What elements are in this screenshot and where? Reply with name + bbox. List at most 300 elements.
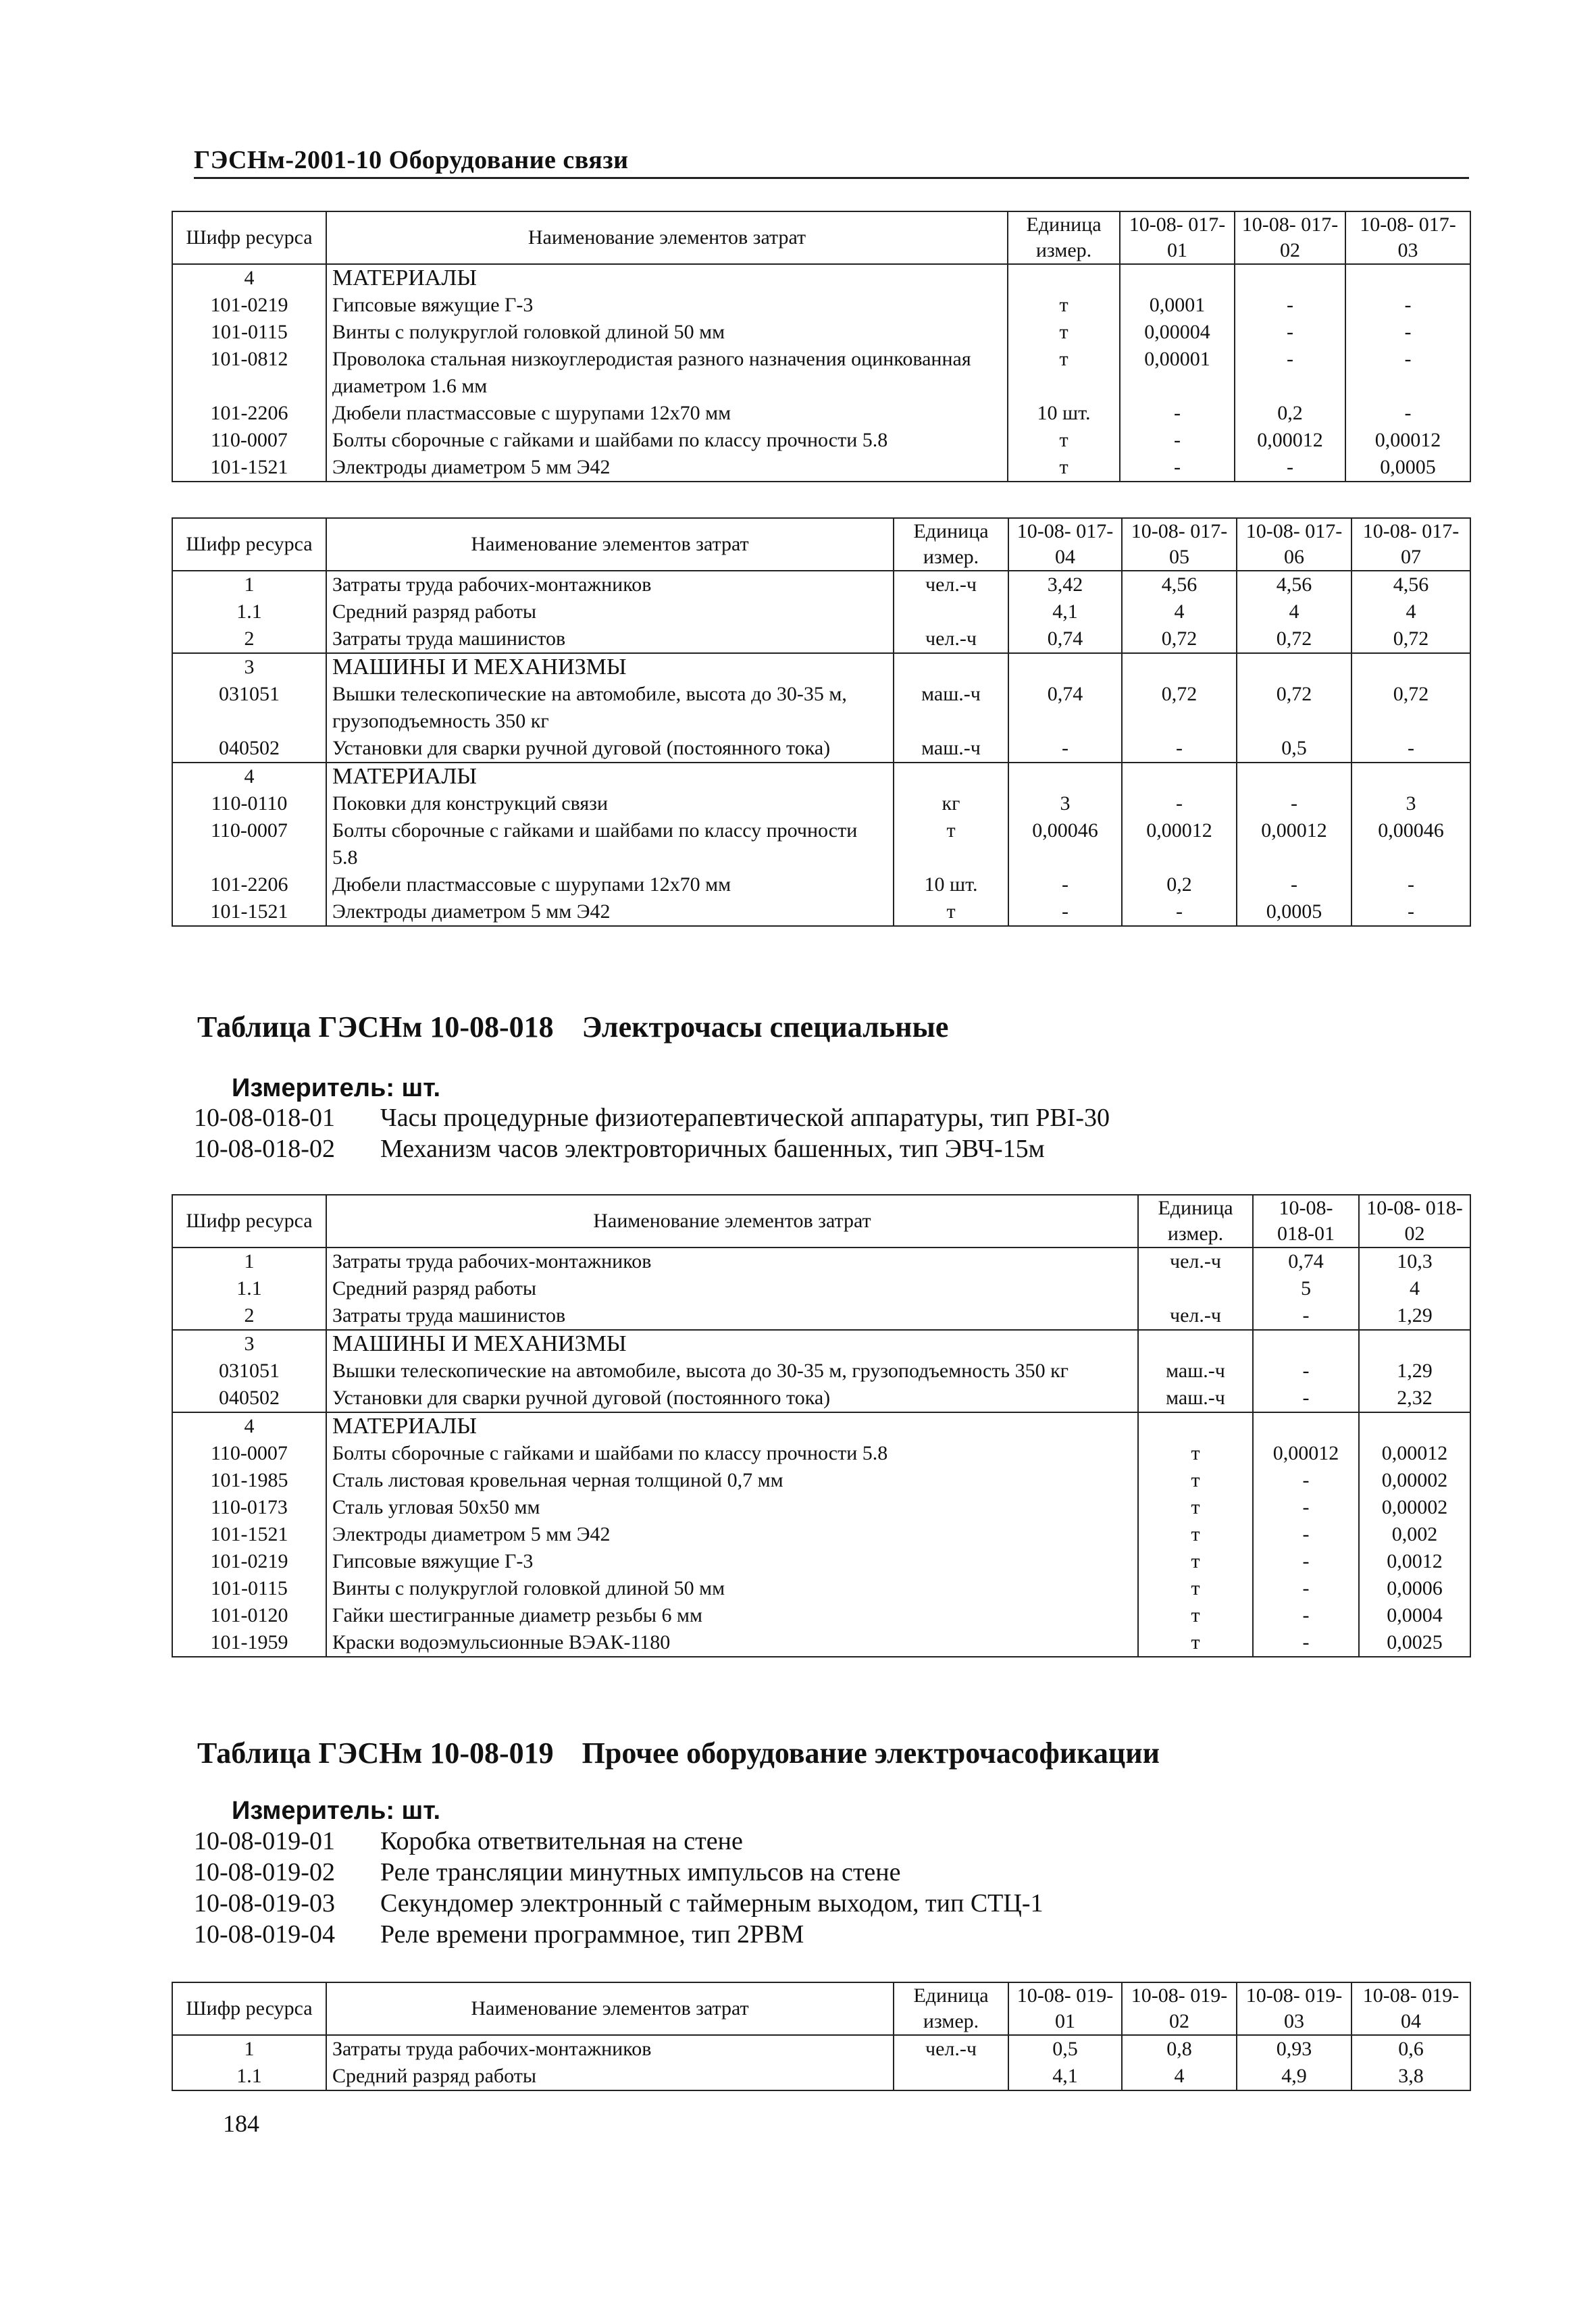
- resource-code-cell: 1.1: [172, 598, 326, 625]
- col-header-unit: Единица измер.: [894, 518, 1008, 571]
- resource-code-cell: 4: [172, 763, 326, 790]
- norm-value-cell: -: [1008, 871, 1122, 898]
- unit-cell: чел.-ч: [894, 625, 1008, 653]
- position-code: 10-08-018-02: [194, 1135, 335, 1163]
- col-header-norm: 10-08- 017-06: [1237, 518, 1352, 571]
- unit-cell: т: [894, 817, 1008, 871]
- norm-value-cell: [1008, 653, 1122, 681]
- norm-value-cell: 0,00012: [1122, 817, 1237, 871]
- unit-cell: [894, 763, 1008, 790]
- table-row: [172, 625, 1470, 653]
- resource-code-cell: 110-0173: [172, 1494, 326, 1521]
- resource-name-cell: Краски водоэмульсионные ВЭАК-1180: [326, 1629, 1138, 1657]
- norm-value-cell: 0,00012: [1345, 427, 1470, 454]
- col-header-code: Шифр ресурса: [172, 518, 326, 571]
- col-header-norm: 10-08- 019-01: [1008, 1982, 1122, 2035]
- unit-cell: [894, 2063, 1008, 2090]
- resource-table-017-01-03: [172, 211, 1471, 482]
- position-code: 10-08-019-03: [194, 1889, 335, 1918]
- resource-name-cell: Средний разряд работы: [326, 1275, 1138, 1302]
- norm-value-cell: [1008, 763, 1122, 790]
- table-row: [172, 2063, 1470, 2090]
- unit-cell: т: [1008, 346, 1120, 400]
- norm-value-cell: 3: [1352, 790, 1470, 817]
- position-item: [194, 1857, 1043, 1888]
- norm-value-cell: 3: [1008, 790, 1122, 817]
- norm-value-cell: 0,0006: [1359, 1575, 1470, 1602]
- section-heading-cell: МАТЕРИАЛЫ: [326, 763, 894, 790]
- resource-name-cell: Поковки для конструкций связи: [326, 790, 894, 817]
- norm-value-cell: -: [1345, 292, 1470, 319]
- table-row: [172, 1629, 1470, 1657]
- norm-value-cell: 10,3: [1359, 1248, 1470, 1275]
- resource-table-018: [172, 1194, 1471, 1657]
- resource-name-cell: Болты сборочные с гайками и шайбами по классу прочности 5.8: [326, 1440, 1138, 1467]
- norm-value-cell: 0,72: [1352, 681, 1470, 735]
- table-row: [172, 427, 1470, 454]
- table-row: [172, 898, 1470, 926]
- position-list-019: [194, 1826, 1043, 1950]
- norm-value-cell: 0,00002: [1359, 1494, 1470, 1521]
- table-row: [172, 653, 1470, 681]
- norm-value-cell: -: [1120, 454, 1235, 482]
- table-row: [172, 598, 1470, 625]
- norm-value-cell: -: [1352, 898, 1470, 926]
- norm-value-cell: 0,00001: [1120, 346, 1235, 400]
- norm-value-cell: 0,002: [1359, 1521, 1470, 1548]
- table-title-019: [197, 1736, 1160, 1770]
- norm-value-cell: 0,0005: [1237, 898, 1352, 926]
- table-row: [172, 400, 1470, 427]
- table-title-018: [197, 1010, 948, 1044]
- unit-cell: т: [1138, 1521, 1253, 1548]
- resource-name-cell: Болты сборочные с гайками и шайбами по классу прочности 5.8: [326, 427, 1008, 454]
- resource-name-cell: Вышки телескопические на автомобиле, высота до 30-35 м, грузоподъемность 350 кг: [326, 1358, 1138, 1385]
- table-name: Прочее оборудование электрочасофикации: [582, 1737, 1160, 1770]
- norm-value-cell: 0,00012: [1359, 1440, 1470, 1467]
- norm-value-cell: [1122, 763, 1237, 790]
- norm-value-cell: -: [1253, 1629, 1359, 1657]
- position-item: [194, 1888, 1043, 1919]
- resource-code-cell: 031051: [172, 681, 326, 735]
- norm-value-cell: 0,5: [1008, 2035, 1122, 2063]
- col-header-norm: 10-08- 019-02: [1122, 1982, 1237, 2035]
- norm-value-cell: 5: [1253, 1275, 1359, 1302]
- unit-cell: [894, 653, 1008, 681]
- meter-label: Измеритель: шт.: [232, 1797, 441, 1825]
- table-row: [172, 1302, 1470, 1330]
- col-header-code: Шифр ресурса: [172, 1195, 326, 1248]
- norm-value-cell: -: [1253, 1494, 1359, 1521]
- table-row: [172, 1467, 1470, 1494]
- table-row: [172, 871, 1470, 898]
- norm-value-cell: 0,00012: [1237, 817, 1352, 871]
- table-row: [172, 1330, 1470, 1358]
- norm-value-cell: 0,5: [1237, 735, 1352, 763]
- norm-value-cell: -: [1253, 1302, 1359, 1330]
- norm-value-cell: 0,74: [1008, 625, 1122, 653]
- resource-code-cell: 1: [172, 571, 326, 598]
- section-heading-cell: МАТЕРИАЛЫ: [326, 1412, 1138, 1440]
- resource-code-cell: 110-0110: [172, 790, 326, 817]
- norm-value-cell: -: [1253, 1575, 1359, 1602]
- norm-value-cell: -: [1352, 735, 1470, 763]
- col-header-norm: 10-08- 019-04: [1352, 1982, 1470, 2035]
- section-heading-cell: МАШИНЫ И МЕХАНИЗМЫ: [326, 1330, 1138, 1358]
- norm-value-cell: 0,93: [1237, 2035, 1352, 2063]
- table-row: [172, 735, 1470, 763]
- norm-value-cell: -: [1122, 898, 1237, 926]
- resource-name-cell: Дюбели пластмассовые с шурупами 12х70 мм: [326, 871, 894, 898]
- norm-value-cell: -: [1122, 790, 1237, 817]
- col-header-name: Наименование элементов затрат: [326, 1982, 894, 2035]
- col-header-norm: 10-08- 018-01: [1253, 1195, 1359, 1248]
- resource-name-cell: Установки для сварки ручной дуговой (постоянного тока): [326, 1385, 1138, 1412]
- resource-code-cell: 101-0219: [172, 1548, 326, 1575]
- resource-code-cell: 031051: [172, 1358, 326, 1385]
- header-rule: [194, 177, 1469, 179]
- table-row: [172, 1575, 1470, 1602]
- resource-code-cell: 101-0115: [172, 319, 326, 346]
- norm-value-cell: [1352, 763, 1470, 790]
- norm-value-cell: 0,0025: [1359, 1629, 1470, 1657]
- norm-value-cell: 4,56: [1352, 571, 1470, 598]
- norm-value-cell: 0,0005: [1345, 454, 1470, 482]
- norm-value-cell: [1359, 1330, 1470, 1358]
- col-header-norm: 10-08- 017-01: [1120, 211, 1235, 264]
- unit-cell: т: [1138, 1575, 1253, 1602]
- resource-code-cell: 101-2206: [172, 871, 326, 898]
- norm-value-cell: [1352, 653, 1470, 681]
- table-row: [172, 1275, 1470, 1302]
- position-name: Секундомер электронный с таймерным выходом, тип СТЦ-1: [380, 1889, 1044, 1918]
- position-code: 10-08-019-04: [194, 1920, 335, 1949]
- resource-name-cell: Сталь угловая 50х50 мм: [326, 1494, 1138, 1521]
- position-name: Коробка ответвительная на стене: [380, 1827, 743, 1855]
- resource-code-cell: 2: [172, 1302, 326, 1330]
- norm-value-cell: 0,74: [1253, 1248, 1359, 1275]
- resource-code-cell: 4: [172, 1412, 326, 1440]
- resource-code-cell: 101-0219: [172, 292, 326, 319]
- norm-value-cell: 4,1: [1008, 598, 1122, 625]
- norm-value-cell: [1120, 264, 1235, 292]
- position-item: [194, 1919, 1043, 1950]
- norm-value-cell: 1,29: [1359, 1302, 1470, 1330]
- col-header-norm: 10-08- 018-02: [1359, 1195, 1470, 1248]
- norm-value-cell: [1237, 653, 1352, 681]
- table-row: [172, 264, 1470, 292]
- resource-table-019: [172, 1982, 1471, 2091]
- unit-cell: маш.-ч: [894, 681, 1008, 735]
- norm-value-cell: -: [1008, 898, 1122, 926]
- norm-value-cell: -: [1345, 319, 1470, 346]
- unit-cell: [1138, 1330, 1253, 1358]
- norm-value-cell: -: [1235, 319, 1345, 346]
- norm-value-cell: -: [1008, 735, 1122, 763]
- col-header-name: Наименование элементов затрат: [326, 211, 1008, 264]
- norm-value-cell: [1345, 264, 1470, 292]
- resource-code-cell: 040502: [172, 1385, 326, 1412]
- unit-cell: чел.-ч: [1138, 1302, 1253, 1330]
- table-name: Электрочасы специальные: [582, 1010, 949, 1044]
- norm-value-cell: -: [1237, 871, 1352, 898]
- table-row: [172, 454, 1470, 482]
- page-number: 184: [223, 2110, 259, 2137]
- col-header-unit: Единица измер.: [1138, 1195, 1253, 1248]
- table-row: [172, 292, 1470, 319]
- unit-cell: т: [894, 898, 1008, 926]
- norm-value-cell: 1,29: [1359, 1358, 1470, 1385]
- unit-cell: [1138, 1412, 1253, 1440]
- table-row: [172, 1248, 1470, 1275]
- unit-cell: т: [1008, 454, 1120, 482]
- section-heading-cell: МАШИНЫ И МЕХАНИЗМЫ: [326, 653, 894, 681]
- norm-value-cell: 4,56: [1122, 571, 1237, 598]
- resource-name-cell: Затраты труда рабочих-монтажников: [326, 2035, 894, 2063]
- col-header-norm: 10-08- 017-04: [1008, 518, 1122, 571]
- norm-value-cell: 0,8: [1122, 2035, 1237, 2063]
- resource-code-cell: 1.1: [172, 1275, 326, 1302]
- table-number: Таблица ГЭСНм 10-08-019: [197, 1737, 554, 1770]
- norm-value-cell: 0,74: [1008, 681, 1122, 735]
- resource-name-cell: Затраты труда машинистов: [326, 1302, 1138, 1330]
- col-header-name: Наименование элементов затрат: [326, 1195, 1138, 1248]
- resource-name-cell: Электроды диаметром 5 мм Э42: [326, 1521, 1138, 1548]
- unit-cell: [1138, 1275, 1253, 1302]
- resource-name-cell: Электроды диаметром 5 мм Э42: [326, 454, 1008, 482]
- norm-value-cell: -: [1235, 454, 1345, 482]
- table-number: Таблица ГЭСНм 10-08-018: [197, 1010, 554, 1044]
- resource-name-cell: Электроды диаметром 5 мм Э42: [326, 898, 894, 926]
- norm-value-cell: -: [1120, 427, 1235, 454]
- unit-cell: чел.-ч: [894, 2035, 1008, 2063]
- position-name: Реле времени программное, тип 2РВМ: [380, 1920, 804, 1949]
- resource-code-cell: 040502: [172, 735, 326, 763]
- norm-value-cell: [1122, 653, 1237, 681]
- norm-value-cell: -: [1120, 400, 1235, 427]
- norm-value-cell: -: [1235, 346, 1345, 400]
- unit-cell: маш.-ч: [894, 735, 1008, 763]
- unit-cell: 10 шт.: [894, 871, 1008, 898]
- table-row: [172, 1548, 1470, 1575]
- norm-value-cell: 0,0012: [1359, 1548, 1470, 1575]
- table-row: [172, 1494, 1470, 1521]
- norm-value-cell: 0,72: [1237, 681, 1352, 735]
- norm-value-cell: 0,2: [1235, 400, 1345, 427]
- norm-value-cell: 0,00012: [1253, 1440, 1359, 1467]
- norm-value-cell: 0,72: [1352, 625, 1470, 653]
- unit-cell: маш.-ч: [1138, 1358, 1253, 1385]
- resource-name-cell: Болты сборочные с гайками и шайбами по классу прочности 5.8: [326, 817, 894, 871]
- resource-name-cell: Затраты труда рабочих-монтажников: [326, 571, 894, 598]
- resource-code-cell: 101-2206: [172, 400, 326, 427]
- unit-cell: 10 шт.: [1008, 400, 1120, 427]
- resource-name-cell: Средний разряд работы: [326, 2063, 894, 2090]
- norm-value-cell: 4: [1359, 1275, 1470, 1302]
- norm-value-cell: [1235, 264, 1345, 292]
- norm-value-cell: -: [1253, 1602, 1359, 1629]
- position-code: 10-08-019-02: [194, 1858, 335, 1886]
- norm-value-cell: 0,00046: [1008, 817, 1122, 871]
- table-row: [172, 1385, 1470, 1412]
- norm-value-cell: 0,00002: [1359, 1467, 1470, 1494]
- norm-value-cell: 0,0004: [1359, 1602, 1470, 1629]
- resource-code-cell: 101-1521: [172, 1521, 326, 1548]
- meter-label: Измеритель: шт.: [232, 1074, 441, 1102]
- col-header-norm: 10-08- 017-07: [1352, 518, 1470, 571]
- unit-cell: т: [1138, 1494, 1253, 1521]
- position-name: Часы процедурные физиотерапевтической аппаратуры, тип РВI-30: [380, 1104, 1110, 1132]
- norm-value-cell: 4: [1122, 2063, 1237, 2090]
- norm-value-cell: [1253, 1330, 1359, 1358]
- norm-value-cell: -: [1253, 1358, 1359, 1385]
- resource-code-cell: 110-0007: [172, 817, 326, 871]
- resource-name-cell: Дюбели пластмассовые с шурупами 12х70 мм: [326, 400, 1008, 427]
- table-row: [172, 681, 1470, 735]
- resource-name-cell: Гипсовые вяжущие Г-3: [326, 1548, 1138, 1575]
- resource-code-cell: 3: [172, 653, 326, 681]
- table-row: [172, 571, 1470, 598]
- position-item: [194, 1826, 1043, 1857]
- norm-value-cell: -: [1345, 346, 1470, 400]
- norm-value-cell: 3,42: [1008, 571, 1122, 598]
- norm-value-cell: 2,32: [1359, 1385, 1470, 1412]
- position-code: 10-08-018-01: [194, 1104, 335, 1132]
- unit-cell: т: [1008, 427, 1120, 454]
- norm-value-cell: 0,72: [1122, 681, 1237, 735]
- col-header-code: Шифр ресурса: [172, 1982, 326, 2035]
- resource-name-cell: Сталь листовая кровельная черная толщиной 0,7 мм: [326, 1467, 1138, 1494]
- norm-value-cell: -: [1237, 790, 1352, 817]
- resource-name-cell: Винты с полукруглой головкой длиной 50 мм: [326, 319, 1008, 346]
- col-header-norm: 10-08- 017-05: [1122, 518, 1237, 571]
- unit-cell: кг: [894, 790, 1008, 817]
- resource-name-cell: Средний разряд работы: [326, 598, 894, 625]
- norm-value-cell: -: [1253, 1548, 1359, 1575]
- resource-code-cell: 101-1985: [172, 1467, 326, 1494]
- resource-name-cell: Установки для сварки ручной дуговой (постоянного тока): [326, 735, 894, 763]
- col-header-name: Наименование элементов затрат: [326, 518, 894, 571]
- norm-value-cell: 0,00046: [1352, 817, 1470, 871]
- norm-value-cell: 4,1: [1008, 2063, 1122, 2090]
- col-header-code: Шифр ресурса: [172, 211, 326, 264]
- unit-cell: т: [1008, 319, 1120, 346]
- table-row: [172, 1602, 1470, 1629]
- resource-code-cell: 101-1959: [172, 1629, 326, 1657]
- norm-value-cell: [1237, 763, 1352, 790]
- norm-value-cell: 0,72: [1237, 625, 1352, 653]
- resource-code-cell: 110-0007: [172, 427, 326, 454]
- page-header-title: ГЭСНм-2001-10 Оборудование связи: [194, 146, 629, 174]
- col-header-unit: Единица измер.: [894, 1982, 1008, 2035]
- resource-code-cell: 1.1: [172, 2063, 326, 2090]
- col-header-unit: Единица измер.: [1008, 211, 1120, 264]
- resource-code-cell: 3: [172, 1330, 326, 1358]
- resource-code-cell: 101-0812: [172, 346, 326, 400]
- norm-value-cell: [1253, 1412, 1359, 1440]
- unit-cell: [1008, 264, 1120, 292]
- resource-code-cell: 101-0115: [172, 1575, 326, 1602]
- table-row: [172, 763, 1470, 790]
- table-row: [172, 1440, 1470, 1467]
- resource-code-cell: 110-0007: [172, 1440, 326, 1467]
- unit-cell: маш.-ч: [1138, 1385, 1253, 1412]
- norm-value-cell: 4: [1122, 598, 1237, 625]
- norm-value-cell: -: [1235, 292, 1345, 319]
- norm-value-cell: -: [1253, 1385, 1359, 1412]
- norm-value-cell: 0,00004: [1120, 319, 1235, 346]
- col-header-norm: 10-08- 017-02: [1235, 211, 1345, 264]
- resource-code-cell: 2: [172, 625, 326, 653]
- resource-name-cell: Гайки шестигранные диаметр резьбы 6 мм: [326, 1602, 1138, 1629]
- resource-name-cell: Гипсовые вяжущие Г-3: [326, 292, 1008, 319]
- resource-code-cell: 101-1521: [172, 454, 326, 482]
- resource-table-017-04-07: [172, 517, 1471, 927]
- resource-name-cell: Затраты труда машинистов: [326, 625, 894, 653]
- position-item: [194, 1102, 1110, 1133]
- norm-value-cell: 0,2: [1122, 871, 1237, 898]
- unit-cell: т: [1138, 1548, 1253, 1575]
- section-heading-cell: МАТЕРИАЛЫ: [326, 264, 1008, 292]
- resource-code-cell: 1: [172, 1248, 326, 1275]
- resource-code-cell: 101-0120: [172, 1602, 326, 1629]
- unit-cell: т: [1138, 1629, 1253, 1657]
- resource-code-cell: 4: [172, 264, 326, 292]
- norm-value-cell: 0,6: [1352, 2035, 1470, 2063]
- norm-value-cell: 4: [1352, 598, 1470, 625]
- table-row: [172, 319, 1470, 346]
- resource-code-cell: 101-1521: [172, 898, 326, 926]
- norm-value-cell: -: [1122, 735, 1237, 763]
- position-item: [194, 1133, 1110, 1164]
- table-row: [172, 346, 1470, 400]
- norm-value-cell: 0,00012: [1235, 427, 1345, 454]
- norm-value-cell: 0,72: [1122, 625, 1237, 653]
- norm-value-cell: 4: [1237, 598, 1352, 625]
- unit-cell: т: [1138, 1602, 1253, 1629]
- norm-value-cell: -: [1345, 400, 1470, 427]
- table-row: [172, 1521, 1470, 1548]
- norm-value-cell: [1359, 1412, 1470, 1440]
- col-header-norm: 10-08- 019-03: [1237, 1982, 1352, 2035]
- resource-name-cell: Вышки телескопические на автомобиле, высота до 30-35 м, грузоподъемность 350 кг: [326, 681, 894, 735]
- resource-code-cell: 1: [172, 2035, 326, 2063]
- norm-value-cell: 4,9: [1237, 2063, 1352, 2090]
- position-name: Реле трансляции минутных импульсов на стене: [380, 1858, 901, 1886]
- resource-name-cell: Затраты труда рабочих-монтажников: [326, 1248, 1138, 1275]
- position-list-018: [194, 1102, 1110, 1164]
- norm-value-cell: 4,56: [1237, 571, 1352, 598]
- table-row: [172, 817, 1470, 871]
- unit-cell: т: [1138, 1440, 1253, 1467]
- resource-name-cell: Проволока стальная низкоуглеродистая разного назначения оцинкованная диаметром 1.6 мм: [326, 346, 1008, 400]
- unit-cell: чел.-ч: [894, 571, 1008, 598]
- table-row: [172, 1412, 1470, 1440]
- unit-cell: [894, 598, 1008, 625]
- unit-cell: чел.-ч: [1138, 1248, 1253, 1275]
- norm-value-cell: 3,8: [1352, 2063, 1470, 2090]
- unit-cell: т: [1138, 1467, 1253, 1494]
- unit-cell: т: [1008, 292, 1120, 319]
- norm-value-cell: -: [1352, 871, 1470, 898]
- col-header-norm: 10-08- 017-03: [1345, 211, 1470, 264]
- position-name: Механизм часов электровторичных башенных, тип ЭВЧ-15м: [380, 1135, 1045, 1163]
- position-code: 10-08-019-01: [194, 1827, 335, 1855]
- resource-name-cell: Винты с полукруглой головкой длиной 50 мм: [326, 1575, 1138, 1602]
- norm-value-cell: -: [1253, 1521, 1359, 1548]
- norm-value-cell: -: [1253, 1467, 1359, 1494]
- table-row: [172, 2035, 1470, 2063]
